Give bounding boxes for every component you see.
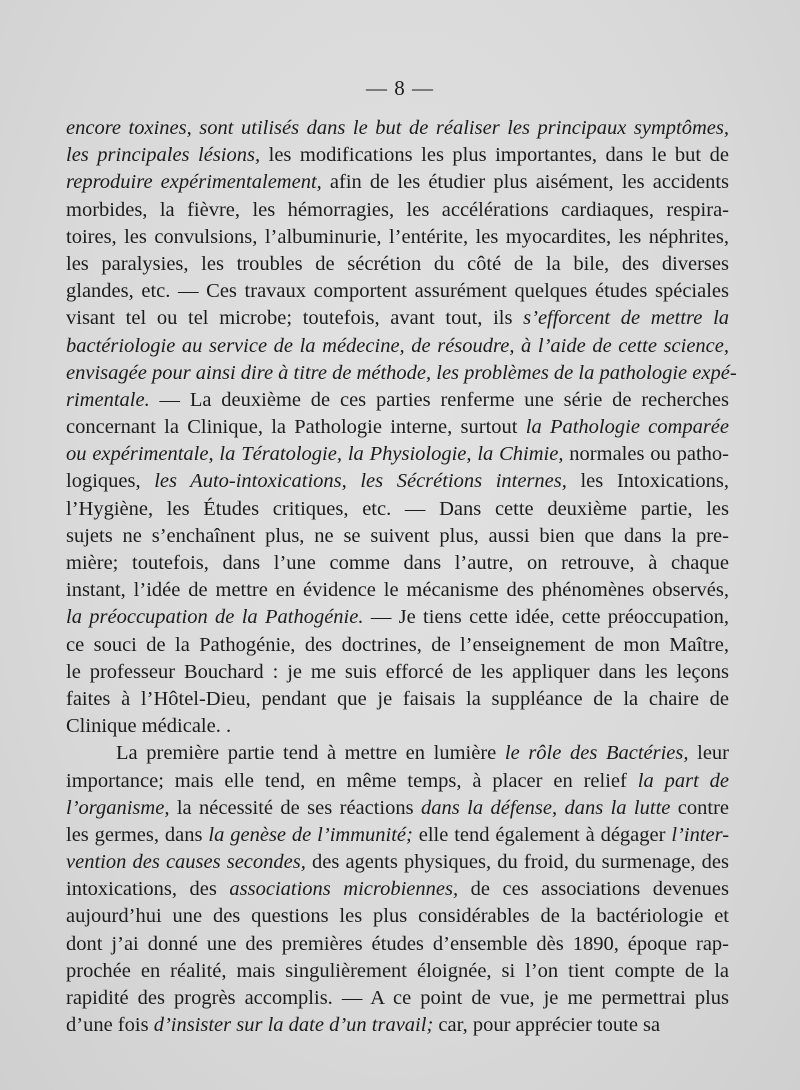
text-run: toires, les convulsions, l’albuminurie, l’entérite, les myocardites, les néphrites, bbox=[66, 225, 729, 248]
text-run: le professeur Bouchard : je me suis efforcé de les appliquer dans les leçons bbox=[66, 660, 729, 683]
text-line bbox=[66, 577, 729, 604]
text-run: les Intoxications, bbox=[566, 470, 729, 493]
text-run: afin de les étudier plus aisément, les accidents bbox=[321, 171, 729, 194]
text-line bbox=[66, 142, 729, 169]
italic-text: d’insister sur la date d’un travail; bbox=[153, 1014, 434, 1037]
italic-text: dans la défense, dans la lutte bbox=[421, 796, 671, 819]
text-run: d’une fois bbox=[66, 1014, 154, 1037]
paragraph bbox=[66, 115, 737, 740]
text-line bbox=[66, 903, 729, 930]
text-run: ce souci de la Pathogénie, des doctrines, de l’enseignement de mon Maître, bbox=[66, 633, 729, 656]
text-line bbox=[66, 224, 729, 251]
paragraph bbox=[66, 740, 729, 1039]
text-line bbox=[66, 169, 729, 196]
text-run: des agents physiques, du froid, du surmenage, des bbox=[305, 851, 729, 874]
text-run: faites à l’Hôtel-Dieu, pendant que je faisais la suppléance de la chaire de bbox=[66, 687, 729, 710]
italic-text: l’inter- bbox=[671, 823, 730, 846]
italic-text: associations microbiennes, bbox=[229, 878, 459, 901]
italic-text: envisagée pour ainsi dire à titre de méthode, les problèmes de la pathologie expé- bbox=[66, 361, 737, 384]
text-run: leur bbox=[688, 742, 730, 765]
italic-text: la part de bbox=[637, 769, 730, 792]
text-line bbox=[66, 333, 729, 360]
text-run: instant, l’idée de mettre en évidence le mécanisme des phénomènes observés, bbox=[66, 579, 729, 602]
text-run: La première partie tend à mettre en lumière bbox=[116, 742, 505, 765]
text-line bbox=[66, 305, 729, 332]
text-line bbox=[66, 523, 729, 550]
italic-text: l’organisme, bbox=[66, 796, 170, 819]
text-line bbox=[66, 115, 729, 142]
text-line bbox=[66, 414, 729, 441]
text-run: normales ou patho- bbox=[563, 443, 729, 466]
text-line bbox=[66, 768, 729, 795]
italic-text: les principales lésions, bbox=[66, 144, 261, 167]
text-run: les paralysies, les troubles de sécrétion du côté de la bile, des diverses bbox=[66, 252, 729, 275]
text-line bbox=[66, 632, 729, 659]
text-line bbox=[66, 496, 729, 523]
text-run: de ces associations devenues bbox=[458, 878, 730, 901]
text-run: intoxications, des bbox=[66, 878, 230, 901]
text-line bbox=[66, 795, 729, 822]
text-run: aujourd’hui une des questions les plus considérables de la bactériologie et bbox=[66, 905, 729, 928]
text-line bbox=[66, 197, 729, 224]
text-line bbox=[66, 387, 729, 414]
text-line bbox=[66, 686, 729, 713]
text-line bbox=[66, 740, 729, 767]
text-run: la nécessité de ses réactions bbox=[169, 796, 422, 819]
italic-text: la genèse de l’immunité; bbox=[208, 823, 413, 846]
text-run: concernant la Clinique, la Pathologie interne, surtout bbox=[66, 416, 526, 439]
text-run: rapidité des progrès accomplis. — A ce point de vue, je me permettrai plus bbox=[66, 987, 729, 1009]
text-run: visant tel ou tel microbe; toutefois, avant tout, ils bbox=[66, 307, 524, 330]
text-run: sujets ne s’enchaînent plus, ne se suivent plus, aussi bien que dans la pre- bbox=[66, 524, 729, 547]
text-line bbox=[66, 251, 729, 278]
text-line bbox=[66, 822, 729, 849]
italic-text: les Auto-intoxications, les Sécrétions internes, bbox=[154, 470, 567, 493]
text-run: dont j’ai donné une des premières études d’ensemble dès 1890, époque rap- bbox=[66, 932, 729, 955]
text-line bbox=[66, 876, 729, 903]
text-run: les modifications les plus importantes, dans le but de bbox=[260, 144, 729, 167]
body-text bbox=[66, 115, 737, 1039]
text-run: l’Hygiène, les Études critiques, etc. — Dans cette deuxième partie, les bbox=[66, 497, 729, 520]
text-run: morbides, la fièvre, les hémorragies, les accélérations cardiaques, respira- bbox=[66, 198, 729, 221]
text-line bbox=[66, 468, 729, 495]
text-run: glandes, etc. — Ces travaux comportent assurément quelques études spéciales bbox=[66, 280, 729, 303]
text-line bbox=[66, 441, 729, 468]
text-run: contre bbox=[670, 796, 729, 819]
text-line bbox=[66, 550, 729, 577]
text-line bbox=[66, 713, 729, 740]
text-line bbox=[66, 849, 729, 876]
text-line bbox=[66, 659, 729, 686]
page-number: — 8 — bbox=[366, 76, 434, 100]
text-run: elle tend également à dégager bbox=[412, 823, 672, 846]
italic-text: ou expérimentale, la Tératologie, la Physiologie, la Chimie, bbox=[66, 443, 564, 466]
italic-text: la Pathologie comparée bbox=[525, 416, 730, 439]
text-line bbox=[66, 604, 729, 631]
italic-text: la préoccupation de la Pathogénie. bbox=[66, 606, 364, 629]
text-line bbox=[66, 278, 729, 305]
text-run: logiques, bbox=[66, 470, 155, 493]
text-run: Clinique médicale. . bbox=[66, 715, 232, 738]
text-line bbox=[66, 985, 729, 1012]
italic-text: rimentale. bbox=[66, 388, 150, 411]
italic-text: reproduire expérimentalement, bbox=[66, 171, 322, 194]
text-line bbox=[66, 931, 729, 958]
text-run: prochée en réalité, mais singulièrement éloignée, si l’on tient compte de la bbox=[66, 959, 729, 982]
text-line bbox=[66, 360, 737, 387]
text-run: car, pour apprécier toute sa bbox=[433, 1014, 661, 1037]
text-line bbox=[66, 1012, 729, 1039]
italic-text: encore toxines, sont utilisés dans le but de réaliser les principaux symptômes, bbox=[66, 117, 729, 139]
text-run: — La deuxième de ces parties renferme une série de recherches bbox=[149, 388, 729, 411]
italic-text: bactériologie au service de la médecine, de résoudre, à l’aide de cette science, bbox=[66, 334, 729, 357]
italic-text: s’efforcent de mettre la bbox=[523, 307, 730, 330]
text-run: — Je tiens cette idée, cette préoccupation, bbox=[363, 606, 729, 629]
text-run: importance; mais elle tend, en même temps, à placer en relief bbox=[66, 769, 638, 792]
text-run: les germes, dans bbox=[66, 823, 209, 846]
italic-text: le rôle des Bactéries, bbox=[504, 742, 689, 765]
text-run: mière; toutefois, dans l’une comme dans l’autre, on retrouve, à chaque bbox=[66, 552, 729, 574]
text-line bbox=[66, 958, 729, 985]
italic-text: vention des causes secondes, bbox=[66, 851, 306, 874]
